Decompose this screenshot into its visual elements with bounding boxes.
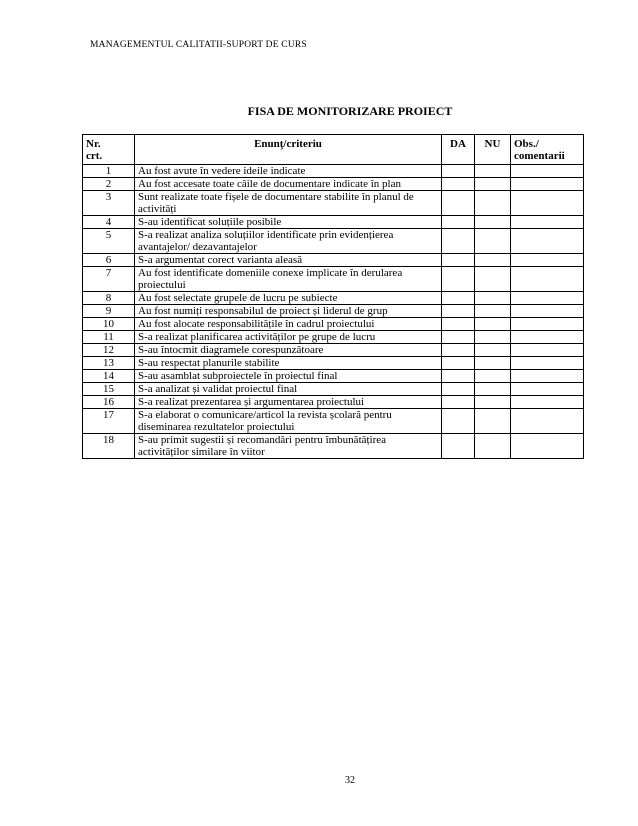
criterion-cell: S-a realizat planificarea activităților pe grupe de lucru [135,331,442,344]
row-number-cell: 5 [83,229,135,254]
da-cell [442,254,475,267]
criterion-cell: S-au respectat planurile stabilite [135,357,442,370]
obs-cell [511,267,584,292]
da-cell [442,357,475,370]
nu-cell [475,178,511,191]
row-number-cell: 16 [83,396,135,409]
nu-cell [475,383,511,396]
table-row [83,434,584,459]
table-row [83,344,584,357]
table-row [83,292,584,305]
document-title: FISA DE MONITORIZARE PROIECT [247,104,453,118]
criterion-cell: Au fost avute în vedere ideile indicate [135,165,442,178]
row-number-cell: 1 [83,165,135,178]
row-number-cell: 6 [83,254,135,267]
nu-cell [475,305,511,318]
table-row [83,216,584,229]
obs-cell [511,434,584,459]
da-cell [442,396,475,409]
column-header-nr [83,135,135,165]
column-header-obs [511,135,584,165]
monitoring-table [82,134,584,459]
table-header-row [83,135,584,165]
criterion-cell: S-a realizat analiza soluțiilor identificate prin evidențierea avantajelor/ dezavantajelor [135,229,442,254]
row-number-cell: 15 [83,383,135,396]
nu-cell [475,191,511,216]
table-row [83,178,584,191]
criterion-cell: Au fost alocate responsabilitățile în cadrul proiectului [135,318,442,331]
da-cell [442,344,475,357]
table-row [83,267,584,292]
row-number-cell: 13 [83,357,135,370]
obs-cell [511,254,584,267]
obs-cell [511,216,584,229]
nu-cell [475,409,511,434]
column-header-obs-line2: comentarii [514,150,565,162]
obs-cell [511,357,584,370]
row-number-cell: 8 [83,292,135,305]
nu-cell [475,229,511,254]
criterion-cell: S-au identificat soluțiile posibile [135,216,442,229]
page-number: 32 [345,775,355,786]
criterion-cell: S-a elaborat o comunicare/articol la revista școlară pentru diseminarea rezultatelor proiectului [135,409,442,434]
row-number-cell: 3 [83,191,135,216]
da-cell [442,292,475,305]
table-row [83,357,584,370]
da-cell [442,305,475,318]
nu-cell [475,434,511,459]
table-row [83,370,584,383]
obs-cell [511,292,584,305]
obs-cell [511,178,584,191]
table-row [83,229,584,254]
table-row [83,331,584,344]
row-number-cell: 14 [83,370,135,383]
criterion-cell: S-au primit sugestii și recomandări pentru îmbunătățirea activităților similare în viitor [135,434,442,459]
column-header-nu: NU [475,135,511,165]
row-number-cell: 10 [83,318,135,331]
row-number-cell: 11 [83,331,135,344]
nu-cell [475,165,511,178]
table-row [83,318,584,331]
nu-cell [475,292,511,305]
da-cell [442,216,475,229]
criterion-cell: Au fost identificate domeniile conexe implicate în derularea proiectului [135,267,442,292]
row-number-cell: 18 [83,434,135,459]
obs-cell [511,229,584,254]
nu-cell [475,254,511,267]
criterion-cell: S-au întocmit diagramele corespunzătoare [135,344,442,357]
column-header-nr-line2: crt. [86,150,103,162]
nu-cell [475,357,511,370]
row-number-cell: 2 [83,178,135,191]
table-row [83,383,584,396]
criterion-cell: Au fost accesate toate căile de documentare indicate în plan [135,178,442,191]
da-cell [442,434,475,459]
da-cell [442,267,475,292]
obs-cell [511,344,584,357]
table-row [83,254,584,267]
criterion-cell: Sunt realizate toate fișele de documentare stabilite în planul de activități [135,191,442,216]
criterion-cell: S-a analizat și validat proiectul final [135,383,442,396]
obs-cell [511,370,584,383]
da-cell [442,191,475,216]
nu-cell [475,370,511,383]
obs-cell [511,396,584,409]
criterion-cell: Au fost numiți responsabilul de proiect și liderul de grup [135,305,442,318]
da-cell [442,409,475,434]
obs-cell [511,165,584,178]
row-number-cell: 7 [83,267,135,292]
obs-cell [511,409,584,434]
running-header: MANAGEMENTUL CALITATII-SUPORT DE CURS [90,40,307,50]
table-row [83,165,584,178]
obs-cell [511,331,584,344]
row-number-cell: 9 [83,305,135,318]
da-cell [442,331,475,344]
da-cell [442,318,475,331]
column-header-nr-line1: Nr. [86,138,101,150]
nu-cell [475,344,511,357]
criterion-cell: Au fost selectate grupele de lucru pe subiecte [135,292,442,305]
table-row [83,409,584,434]
table-row [83,305,584,318]
da-cell [442,370,475,383]
column-header-da: DA [442,135,475,165]
nu-cell [475,318,511,331]
criterion-cell: S-a realizat prezentarea și argumentarea proiectului [135,396,442,409]
nu-cell [475,267,511,292]
da-cell [442,165,475,178]
row-number-cell: 4 [83,216,135,229]
row-number-cell: 17 [83,409,135,434]
row-number-cell: 12 [83,344,135,357]
criterion-cell: S-au asamblat subproiectele în proiectul final [135,370,442,383]
column-header-obs-line1: Obs./ [514,138,539,150]
table-row [83,396,584,409]
da-cell [442,229,475,254]
da-cell [442,178,475,191]
table-row [83,191,584,216]
criterion-cell: S-a argumentat corect varianta aleasă [135,254,442,267]
obs-cell [511,191,584,216]
obs-cell [511,305,584,318]
nu-cell [475,216,511,229]
nu-cell [475,396,511,409]
table-body [83,165,584,459]
da-cell [442,383,475,396]
nu-cell [475,331,511,344]
column-header-criteria: Enunț/criteriu [135,135,442,165]
obs-cell [511,383,584,396]
obs-cell [511,318,584,331]
